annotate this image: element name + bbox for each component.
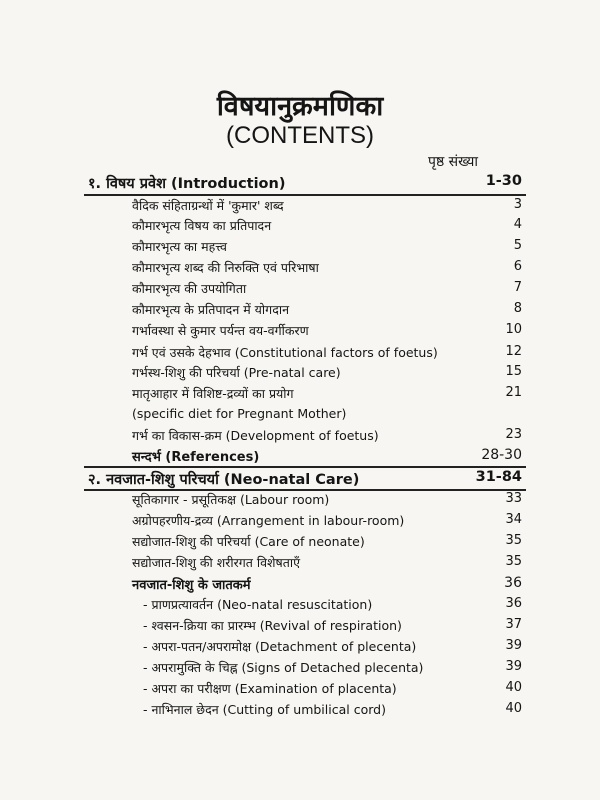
entry-page: 6 [513,259,522,274]
toc-entry [0,596,600,618]
entry-page: 33 [505,491,522,506]
page-column-label: पृष्ठ संख्या [428,154,479,170]
entry-page: 35 [505,554,522,569]
title-hindi: विषयानुक्रमणिका [216,91,384,122]
toc-entry [0,533,600,555]
toc-entry-chapter-1 [0,173,600,195]
entry-label: सद्योजात-शिशु की शरीरगत विशेषताएँ [132,555,301,570]
title-english: (CONTENTS) [226,122,374,149]
entry-page: 7 [513,280,522,295]
toc-entry [0,322,600,344]
toc-entry [0,344,600,366]
toc-entry [0,385,600,407]
entry-label: - अपरामुक्ति के चिह्न (Signs of Detached plecenta) [143,660,424,675]
entry-page: 21 [505,385,522,400]
entry-page: 5 [513,238,522,253]
toc-entry [0,512,600,534]
toc-entry-continuation [0,406,600,428]
entry-label: गर्भस्थ-शिशु की परिचर्या (Pre-natal care) [132,365,341,380]
entry-page: 4 [513,217,522,232]
entry-label: (specific diet for Pregnant Mother) [132,406,347,421]
entry-label: गर्भ एवं उसके देहभाव (Constitutional factors of foetus) [132,345,438,360]
entry-page: 39 [505,659,522,674]
entry-page: 12 [505,344,522,359]
entry-page: 37 [505,617,522,632]
entry-page: 36 [504,575,522,591]
entry-label: कौमारभृत्य विषय का प्रतिपादन [132,218,272,233]
toc-entry [0,259,600,281]
toc-entry [0,301,600,323]
entry-page: 15 [505,364,522,379]
entry-page: 31-84 [475,469,522,485]
entry-page: 39 [505,638,522,653]
entry-label: कौमारभृत्य की उपयोगिता [132,281,247,296]
entry-page: 28-30 [481,447,522,463]
entry-page: 40 [505,680,522,695]
toc-entry [0,680,600,702]
entry-page: 10 [505,322,522,337]
entry-label: - प्राणप्रत्यावर्तन (Neo-natal resuscitation) [143,597,373,612]
entry-label: १. विषय प्रवेश (Introduction) [88,176,286,192]
toc-entry [0,427,600,449]
entry-label: सन्दर्भ (References) [132,450,260,465]
entry-label: सूतिकागार - प्रसूतिकक्ष (Labour room) [132,492,330,507]
entry-page: 23 [505,427,522,442]
entry-page: 36 [505,596,522,611]
divider [84,466,526,468]
entry-label: - नाभिनाल छेदन (Cutting of umbilical cord) [143,702,386,717]
entry-label: वैदिक संहिताग्रन्थों में 'कुमार' शब्द [132,198,284,213]
entry-label: - श्वसन-क्रिया का प्रारम्भ (Revival of respiration) [143,618,402,633]
entry-label: अग्रोपहरणीय-द्रव्य (Arrangement in labour-room) [132,513,405,528]
entry-label: - अपरा का परीक्षण (Examination of placenta) [143,681,397,696]
toc-entry [0,364,600,386]
entry-label: कौमारभृत्य शब्द की निरुक्ति एवं परिभाषा [132,260,319,275]
entry-page: 40 [505,701,522,716]
entry-label: सद्योजात-शिशु की परिचर्या (Care of neonate) [132,534,365,549]
entry-label: कौमारभृत्य के प्रतिपादन में योगदान [132,302,290,317]
toc-entry [0,554,600,576]
entry-label: गर्भावस्था से कुमार पर्यन्त वय-वर्गीकरण [132,323,309,338]
toc-entry-subsection [0,575,600,597]
entry-label: - अपरा-पतन/अपरामोक्ष (Detachment of plecenta) [143,639,417,654]
entry-page: 1-30 [485,173,522,189]
toc-entry [0,197,600,219]
entry-page: 35 [505,533,522,548]
toc-entry [0,617,600,639]
toc-entry [0,638,600,660]
entry-page: 8 [513,301,522,316]
toc-entry [0,217,600,239]
entry-page: 34 [505,512,522,527]
entry-label: नवजात-शिशु के जातकर्म [132,578,251,593]
toc-entry [0,701,600,723]
entry-label: मातृआहार में विशिष्ट-द्रव्यों का प्रयोग [132,386,294,401]
toc-entry [0,280,600,302]
toc-entry [0,491,600,513]
toc-entry [0,659,600,681]
toc-entry-chapter-2 [0,469,600,491]
toc-entry [0,238,600,260]
entry-label: २. नवजात-शिशु परिचर्या (Neo-natal Care) [88,472,360,488]
entry-label: कौमारभृत्य का महत्त्व [132,239,227,254]
divider [84,194,526,196]
entry-label: गर्भ का विकास-क्रम (Development of foetus) [132,428,379,443]
entry-page: 3 [513,197,522,212]
